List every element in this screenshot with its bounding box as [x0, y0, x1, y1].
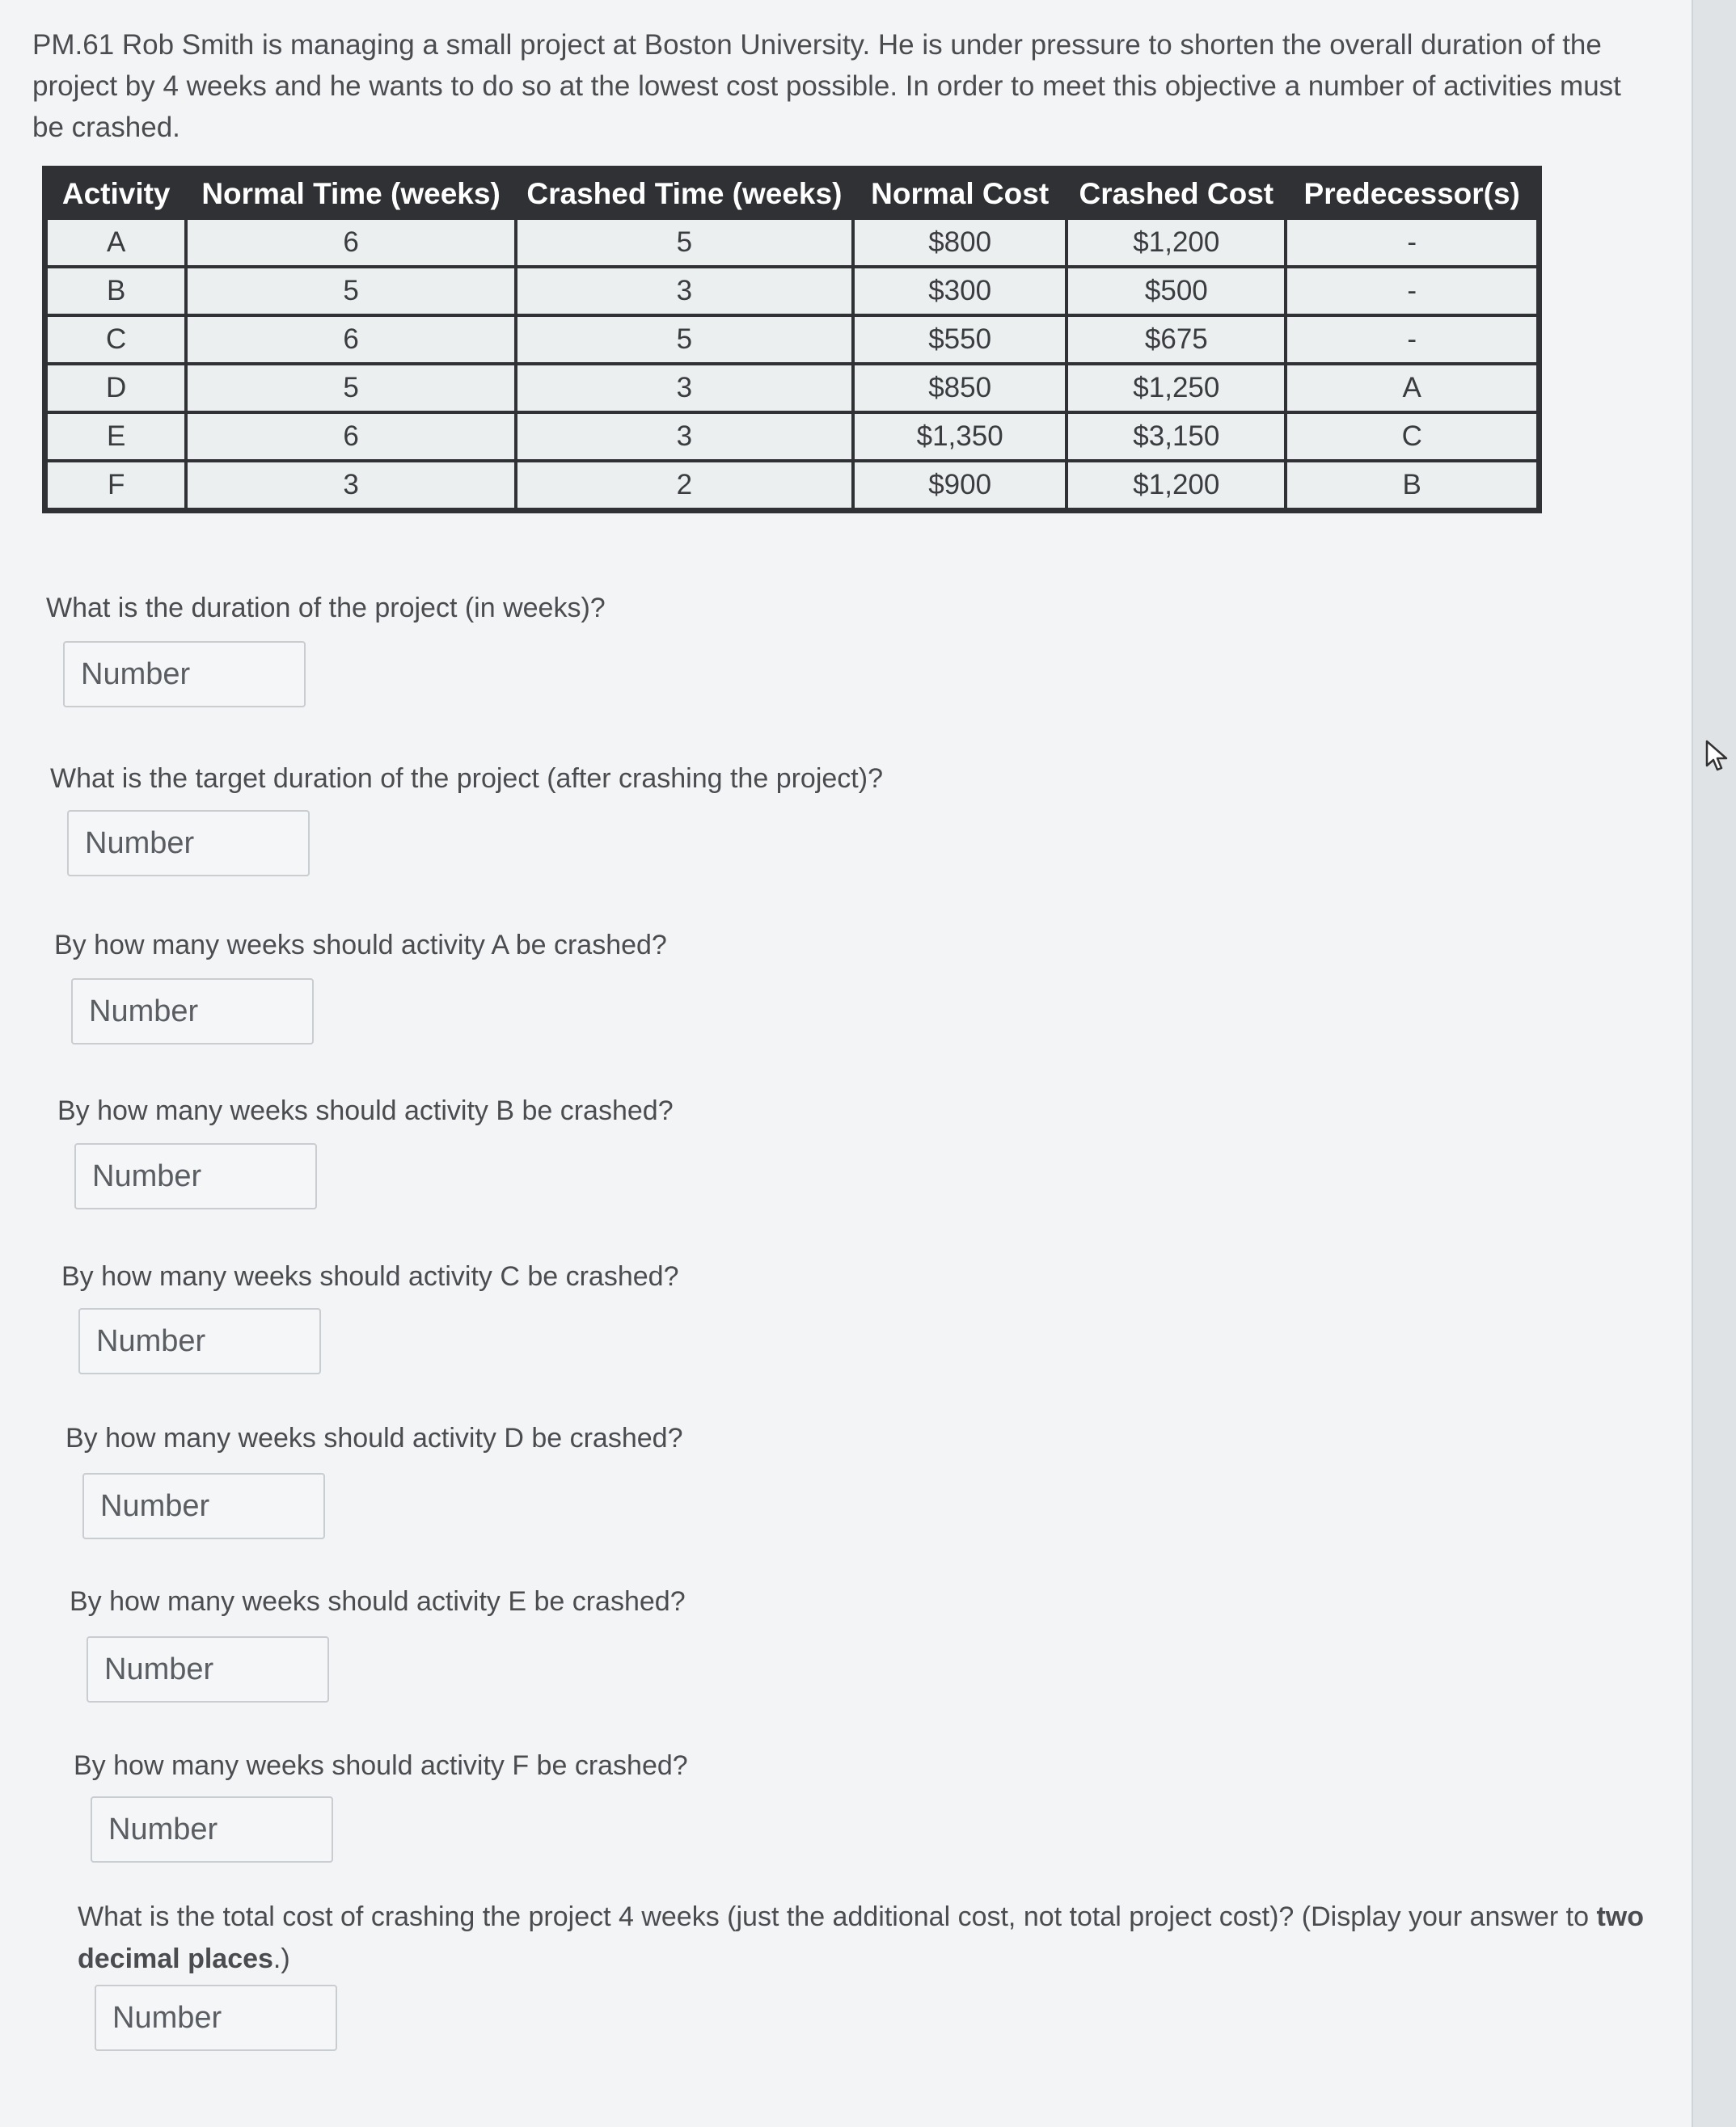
crash-activity-b-input[interactable]: [74, 1143, 317, 1209]
cell-crashed-cost: $1,200: [1068, 220, 1284, 265]
total-crash-cost-input[interactable]: [95, 1985, 337, 2051]
project-duration-input[interactable]: [63, 641, 306, 707]
crashing-data-table: [42, 166, 1542, 513]
question-crash-activity-e: By how many weeks should activity E be crashed?: [70, 1586, 686, 1617]
cell-normal-cost: $800: [855, 220, 1065, 265]
cell-normal-cost: $1,350: [855, 414, 1065, 459]
cell-normal-cost: $850: [855, 365, 1065, 411]
cell-crashed-cost: $1,250: [1068, 365, 1284, 411]
crash-activity-a-input[interactable]: [71, 978, 314, 1045]
column-header-activity: Activity: [48, 171, 184, 217]
cell-predecessors: C: [1287, 414, 1536, 459]
column-header-normal-time: Normal Time (weeks): [188, 171, 513, 217]
crash-activity-f-input[interactable]: [91, 1796, 333, 1863]
question-crash-activity-d: By how many weeks should activity D be crashed?: [65, 1423, 683, 1454]
cell-predecessors: -: [1287, 317, 1536, 362]
cell-normal-cost: $550: [855, 317, 1065, 362]
cell-crashed-time: 3: [517, 365, 851, 411]
cell-predecessors: A: [1287, 365, 1536, 411]
column-header-crashed-cost: Crashed Cost: [1068, 171, 1284, 217]
question-total-crash-cost-suffix: .): [272, 1943, 290, 1974]
question-crash-activity-f: By how many weeks should activity F be crashed?: [74, 1750, 688, 1781]
cell-predecessors: B: [1287, 462, 1536, 508]
table-row: [48, 414, 1536, 459]
question-crash-activity-a: By how many weeks should activity A be crashed?: [54, 930, 667, 960]
cell-normal-cost: $300: [855, 268, 1065, 314]
target-duration-input[interactable]: [67, 810, 310, 876]
crash-activity-e-input[interactable]: [87, 1636, 329, 1703]
table-header-row: [48, 171, 1536, 217]
cell-crashed-time: 2: [517, 462, 851, 508]
table-row: [48, 317, 1536, 362]
cell-activity: B: [48, 268, 184, 314]
crash-activity-d-input[interactable]: [82, 1473, 325, 1539]
cell-normal-time: 5: [188, 365, 513, 411]
cell-crashed-cost: $3,150: [1068, 414, 1284, 459]
cell-predecessors: -: [1287, 268, 1536, 314]
question-total-crash-cost-text: What is the total cost of crashing the project 4 weeks (just the additional cost, not total project cost)? (Display your answer to: [78, 1901, 1590, 1932]
question-crash-activity-c: By how many weeks should activity C be crashed?: [61, 1261, 679, 1292]
column-header-crashed-time: Crashed Time (weeks): [517, 171, 851, 217]
cell-normal-time: 6: [188, 414, 513, 459]
table-row: [48, 365, 1536, 411]
cell-crashed-time: 5: [517, 317, 851, 362]
mouse-pointer-icon: [1704, 740, 1732, 772]
question-target-duration: What is the target duration of the project (after crashing the project)?: [50, 763, 883, 794]
cell-crashed-time: 3: [517, 414, 851, 459]
cell-normal-time: 6: [188, 220, 513, 265]
crash-activity-c-input[interactable]: [78, 1308, 321, 1374]
cell-activity: C: [48, 317, 184, 362]
cell-crashed-cost: $500: [1068, 268, 1284, 314]
cell-normal-time: 3: [188, 462, 513, 508]
cell-normal-time: 5: [188, 268, 513, 314]
cell-crashed-cost: $675: [1068, 317, 1284, 362]
cell-activity: F: [48, 462, 184, 508]
cell-activity: E: [48, 414, 184, 459]
cell-normal-time: 6: [188, 317, 513, 362]
table-row: [48, 462, 1536, 508]
cell-crashed-time: 5: [517, 220, 851, 265]
cell-crashed-time: 3: [517, 268, 851, 314]
page-edge: [1692, 0, 1736, 2127]
question-total-crash-cost: [78, 1896, 1679, 1980]
decimal-places-emphasis: two decimal places: [78, 1901, 1645, 1974]
cell-crashed-cost: $1,200: [1068, 462, 1284, 508]
cell-predecessors: -: [1287, 220, 1536, 265]
question-intro: PM.61 Rob Smith is managing a small project at Boston University. He is under pressure to shorten the overall duration of the project by 4 weeks and he wants to do so at the lowest cost possible. In order to meet this objective a number of activities must be crashed.: [32, 29, 1621, 143]
question-crash-activity-b: By how many weeks should activity B be crashed?: [57, 1095, 674, 1126]
question-project-duration: What is the duration of the project (in weeks)?: [46, 593, 606, 623]
cell-normal-cost: $900: [855, 462, 1065, 508]
column-header-predecessors: Predecessor(s): [1287, 171, 1536, 217]
cell-activity: A: [48, 220, 184, 265]
table-row: [48, 220, 1536, 265]
cell-activity: D: [48, 365, 184, 411]
column-header-normal-cost: Normal Cost: [855, 171, 1065, 217]
table-row: [48, 268, 1536, 314]
